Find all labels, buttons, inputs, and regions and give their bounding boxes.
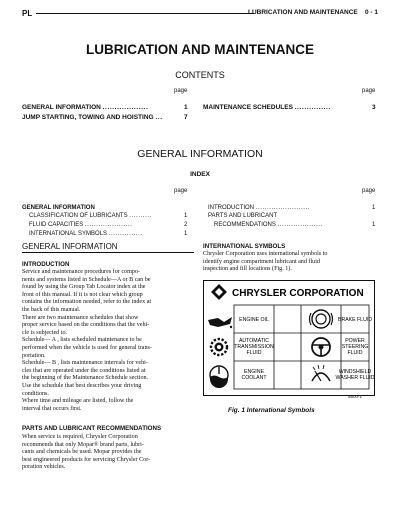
- index-page: 1: [372, 205, 376, 211]
- toc-label: GENERAL INFORMATION: [22, 104, 101, 111]
- index-label: INTERNATIONAL SYMBOLS: [29, 231, 108, 237]
- index-page: 2: [184, 222, 188, 228]
- index-page: 1: [184, 213, 188, 219]
- introduction-line: Where time and mileage are listed, follow the: [22, 398, 134, 405]
- symbols-line: inspection and fill locations (Fig. 1).: [203, 266, 292, 273]
- introduction-line: Schedule— B , lists maintenance intervals for vehi-: [22, 360, 148, 367]
- index-dots: ..........: [129, 213, 152, 219]
- index-page-label-left: page: [174, 188, 188, 194]
- index-label: INTRODUCTION: [208, 205, 254, 211]
- page-header: [22, 4, 378, 20]
- label-ps-1: POWER: [345, 338, 365, 344]
- left-column-heading: GENERAL INFORMATION: [22, 242, 118, 251]
- parts-line: recommends that only Mopar® brand parts, lubri-: [22, 441, 144, 448]
- steering-wheel-icon: [312, 338, 330, 356]
- label-engine-oil: ENGINE OIL: [239, 317, 269, 323]
- introduction-line: contains the information needed, refer to the index at: [22, 299, 152, 306]
- chrysler-brand: CHRYSLER CORPORATION: [232, 288, 364, 299]
- index-page: 1: [372, 222, 376, 228]
- oil-can-icon: [208, 317, 232, 328]
- introduction-text: [22, 269, 194, 413]
- contents-page-label-right: page: [362, 88, 376, 94]
- introduction-line: cle is subjected to.: [22, 329, 68, 336]
- introduction-line: performed when the vehicle is used for general trans-: [22, 344, 152, 351]
- parts-line: poration vehicles.: [22, 464, 66, 471]
- introduction-line: the beginning of the Maintenance Schedule section.: [22, 375, 149, 382]
- toc-item[interactable]: [203, 104, 331, 111]
- parts-line: When service is required, Chrysler Corporation: [22, 434, 138, 440]
- parts-heading: PARTS AND LUBRICANT RECOMMENDATIONS: [22, 425, 162, 432]
- index-label: RECOMMENDATIONS: [214, 222, 276, 228]
- contents-title: CONTENTS: [175, 70, 225, 80]
- left-heading-rule: [22, 252, 194, 253]
- introduction-line: Use the schedule that best describes your driving: [22, 382, 142, 389]
- windshield-washer-icon: [312, 365, 330, 381]
- label-brake-fluid: BRAKE FLUID: [337, 317, 373, 323]
- introduction-heading: INTRODUCTION: [22, 261, 70, 268]
- label-washer-2: WASHER FLUID: [335, 375, 374, 381]
- international-symbols-figure: [203, 280, 375, 396]
- international-symbols-heading: INTERNATIONAL SYMBOLS: [203, 243, 286, 250]
- header-right: LUBRICATION AND MAINTENANCE 0 - 1: [248, 9, 378, 16]
- introduction-line: cles that are operated under the conditions listed at: [22, 367, 146, 374]
- index-label: PARTS AND LUBRICANT: [208, 213, 278, 219]
- introduction-line: nents and systems listed in Schedule—A or B can be: [22, 276, 151, 283]
- introduction-line: portation.: [22, 352, 46, 359]
- header-left: PL: [22, 9, 33, 18]
- index-item[interactable]: [29, 213, 152, 219]
- introduction-line: conditions.: [22, 390, 49, 397]
- label-coolant-1: ENGINE: [244, 369, 264, 375]
- toc-dots: ...............: [294, 104, 331, 111]
- international-symbols-text: [203, 251, 375, 274]
- introduction-line: found by using the Group Tab Locator index at the: [22, 284, 146, 291]
- page-title: LUBRICATION AND MAINTENANCE: [86, 42, 314, 57]
- label-atf-3: FLUID: [246, 350, 262, 356]
- introduction-line: proper service based on the conditions that the vehi-: [22, 322, 150, 329]
- index-dots: ...............: [108, 231, 143, 237]
- toc-label: MAINTENANCE SCHEDULES: [203, 104, 293, 111]
- header-rule: [36, 13, 254, 14]
- index-page-label-right: page: [362, 188, 376, 194]
- toc-page: 7: [184, 114, 188, 121]
- index-dots: ........................: [255, 205, 311, 211]
- index-item[interactable]: [208, 213, 277, 219]
- index-item[interactable]: [29, 231, 143, 237]
- label-coolant-2: COOLANT: [241, 375, 267, 381]
- figure-drawing: [204, 281, 374, 395]
- index-dots: ....................: [277, 222, 323, 228]
- parts-line: cants and chemicals be used. Mopar provides the: [22, 449, 142, 456]
- label-ps-2: STEERING: [341, 344, 369, 350]
- index-page: 1: [184, 231, 188, 237]
- parts-text: [22, 434, 194, 472]
- toc-page: 3: [372, 104, 376, 111]
- index-item[interactable]: [214, 222, 323, 228]
- pentastar-logo-icon: [211, 284, 227, 300]
- index-item[interactable]: [29, 222, 133, 228]
- label-atf-2: TRANSMISSION: [234, 344, 274, 350]
- toc-item[interactable]: [22, 114, 163, 121]
- introduction-line: interval that occurs first.: [22, 405, 82, 412]
- index-title: INDEX: [190, 171, 210, 178]
- toc-label: JUMP STARTING, TOWING AND HOISTING: [22, 114, 154, 121]
- transmission-gear-icon: [211, 339, 227, 355]
- section-title: GENERAL INFORMATION: [137, 148, 263, 160]
- index-heading: GENERAL INFORMATION: [22, 205, 95, 211]
- introduction-line: Schedule— A , lists scheduled maintenance to be: [22, 337, 142, 344]
- index-item[interactable]: [208, 205, 310, 211]
- toc-dots: ...................: [102, 104, 149, 111]
- toc-dots: ...: [155, 114, 163, 121]
- figure-code: 9500-1: [348, 394, 363, 399]
- introduction-line: Service and maintenance procedures for compo-: [22, 269, 140, 275]
- symbols-line: identify engine compartment lubricant and fluid: [203, 258, 320, 265]
- index-label: CLASSIFICATION OF LUBRICANTS: [29, 213, 128, 219]
- index-label: FLUID CAPACITIES: [29, 222, 84, 228]
- introduction-line: the back of this manual.: [22, 306, 81, 313]
- introduction-line: front of this manual. If it is not clear which group: [22, 291, 143, 298]
- symbols-line: Chrysler Corporation uses international symbols to: [203, 251, 328, 257]
- figure-caption: Fig. 1 International Symbols: [228, 407, 315, 414]
- label-ps-3: FLUID: [347, 350, 363, 356]
- toc-item[interactable]: [22, 104, 148, 111]
- toc-page: 1: [184, 104, 188, 111]
- label-atf-1: AUTOMATIC: [238, 338, 270, 344]
- contents-page-label-left: page: [174, 88, 188, 94]
- brake-fluid-icon: [310, 310, 333, 328]
- label-washer-1: WINDSHIELD: [338, 369, 372, 375]
- coolant-icon: [210, 366, 228, 388]
- introduction-line: There are two maintenance schedules that show: [22, 314, 139, 321]
- index-dots: .....................: [84, 222, 133, 228]
- parts-line: best engineered products for servicing Chrysler Cor-: [22, 456, 151, 463]
